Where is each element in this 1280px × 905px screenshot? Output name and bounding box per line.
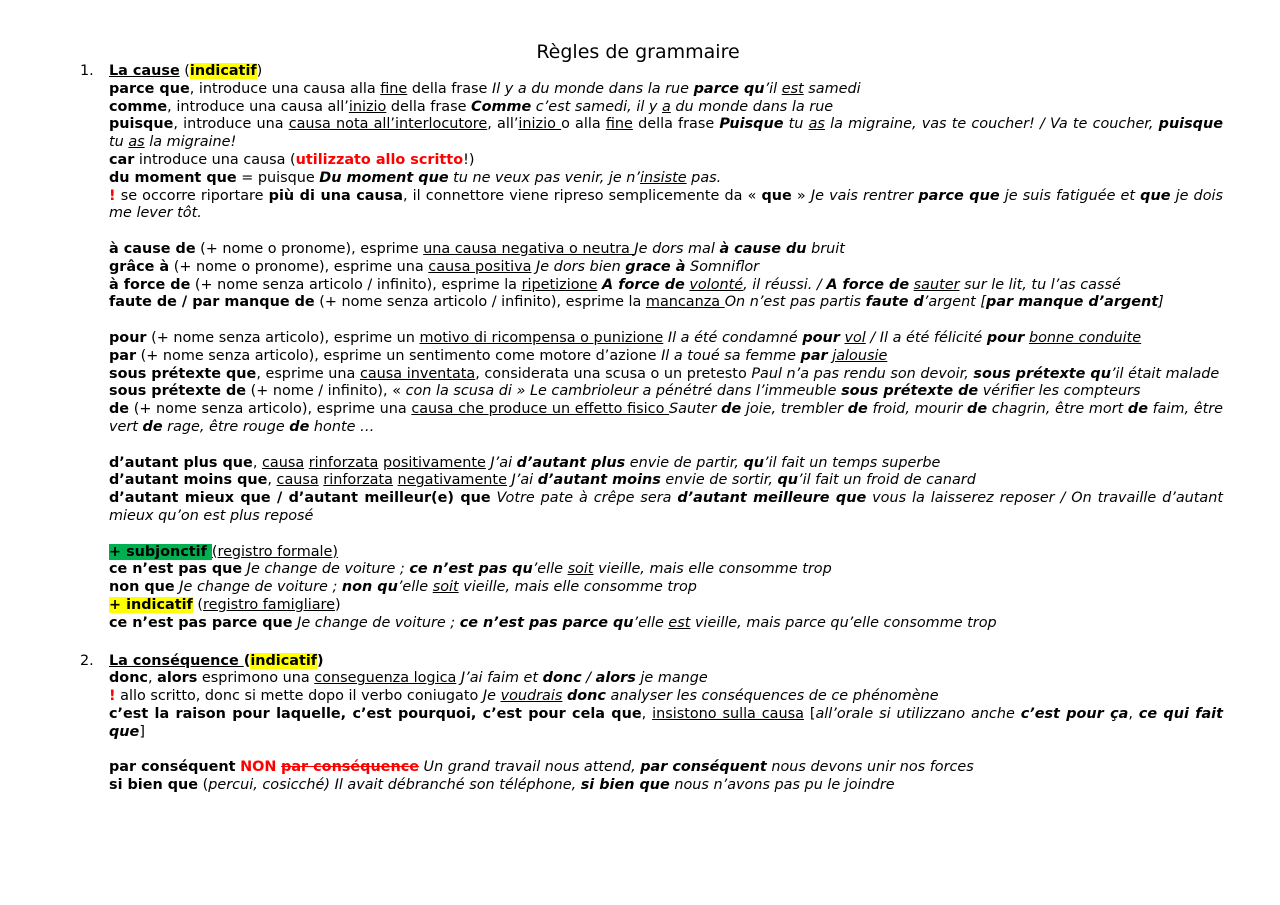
- example: si bien que: [580, 777, 670, 794]
- example: Du moment que: [319, 169, 449, 186]
- example: , il réussi. /: [743, 276, 827, 293]
- example: jalousie: [832, 347, 888, 364]
- example: que: [1140, 187, 1171, 204]
- example: est: [781, 80, 804, 97]
- example: joie, trembler: [741, 401, 848, 418]
- example: vieille, mais elle consomme trop: [458, 579, 697, 596]
- example: de: [289, 418, 310, 435]
- example: de: [142, 418, 163, 435]
- example: du monde dans la rue: [670, 98, 834, 115]
- text: causa: [276, 472, 319, 489]
- text: ,: [641, 705, 653, 722]
- rule-pour: [109, 330, 1223, 348]
- example: faute d: [865, 294, 924, 311]
- text: ]: [139, 723, 145, 740]
- text: , considerata una scusa o un pretesto: [475, 365, 752, 382]
- text: ,: [1128, 705, 1139, 722]
- example: vieille, mais elle consomme trop: [593, 561, 832, 578]
- example: qu: [743, 454, 765, 471]
- text: , all’: [487, 116, 519, 133]
- example: Un grand travail nous attend,: [418, 759, 641, 776]
- text: (+ nome senza articolo), esprime una: [129, 401, 412, 418]
- text: inizio: [348, 98, 387, 115]
- text: , introduce una: [173, 116, 289, 133]
- text: causa nota all’interlocutore: [288, 116, 488, 133]
- rule-a-cause-de: [109, 241, 1223, 259]
- connector: non que: [109, 579, 175, 596]
- rule-dautant-moins-que: [109, 472, 1223, 490]
- text: causa positiva: [428, 258, 532, 275]
- example: par conséquent: [640, 759, 767, 776]
- rule-de: [109, 401, 1223, 437]
- rule-donc-alors: [109, 670, 1223, 688]
- text: ): [335, 596, 341, 613]
- section-heading-consequence: [80, 652, 1223, 671]
- connector: ce n’est pas que: [109, 561, 243, 578]
- example: ’elle: [633, 614, 669, 631]
- rule-dautant-mieux-que: [109, 490, 1223, 526]
- example: grace à: [625, 258, 686, 275]
- connector: d’autant moins que: [109, 472, 268, 489]
- example: » Le cambrioleur a pénétré dans l’immeuble: [511, 383, 842, 400]
- connector: puisque: [109, 116, 174, 133]
- rule-a-force-de: [109, 277, 1223, 295]
- example: ’il: [764, 80, 782, 97]
- rule-multiple-causes: [109, 188, 1223, 224]
- example: volonté: [689, 276, 744, 293]
- text: (+ nome senza articolo / infinito), esprime la: [314, 294, 646, 311]
- example: pour: [802, 329, 840, 346]
- example: pour: [986, 329, 1025, 346]
- example: alors: [595, 670, 636, 687]
- rule-du-moment-que: [109, 170, 1223, 188]
- text: percui, cosicché: [208, 777, 325, 794]
- text: con la scusa di: [405, 383, 512, 400]
- example: pas.: [686, 169, 722, 186]
- example: nous n’avons pas pu le joindre: [669, 777, 895, 794]
- document-body: [80, 63, 1224, 795]
- text: , introduce una causa all’: [167, 98, 349, 115]
- example: je suis fatiguée et: [999, 187, 1141, 204]
- example: Je dors bien: [531, 258, 626, 275]
- example: A force de: [826, 276, 910, 293]
- connector: par: [109, 347, 137, 364]
- example: d’autant plus: [516, 454, 626, 471]
- text: [: [803, 705, 816, 722]
- text: della frase: [386, 98, 472, 115]
- connector: d’autant mieux que / d’autant meilleur(e) que: [109, 490, 491, 507]
- connector: comme: [109, 98, 168, 115]
- rule-ce-nest-pas-parce-que: [109, 615, 1223, 633]
- example: bruit: [806, 240, 845, 257]
- example: Comme: [471, 98, 532, 115]
- example: c’est samedi, il y: [531, 98, 662, 115]
- text: all’orale si utilizzano anche: [815, 705, 1021, 722]
- example: A force de: [602, 276, 685, 293]
- example: rage, être rouge: [162, 418, 290, 435]
- example: ’argent [: [923, 294, 987, 311]
- example: Je dors mal: [634, 240, 720, 257]
- rule-ce-nest-pas-que: [109, 561, 1223, 579]
- heading-text: La conséquence: [109, 652, 244, 669]
- text: conseguenza logica: [314, 670, 457, 687]
- rule-sous-pretexte-de: [109, 383, 1223, 401]
- example: voudrais: [500, 688, 563, 705]
- text: (+ nome senza articolo), esprime un sentimento come motore d’azione: [136, 347, 662, 364]
- text: rinforzata: [308, 454, 379, 471]
- red-note: NON: [240, 759, 277, 776]
- example: J’ai: [506, 472, 538, 489]
- example: as: [128, 134, 145, 151]
- example: Je vais rentrer: [810, 187, 919, 204]
- text: causa: [261, 454, 305, 471]
- text: (+ nome / infinito), «: [246, 383, 406, 400]
- rule-sous-pretexte-que: [109, 366, 1223, 384]
- example: est: [668, 614, 691, 631]
- rule-par-consequent: [109, 759, 1223, 777]
- rule-non-que: [109, 579, 1223, 597]
- connector: pour: [109, 329, 147, 346]
- text: que: [761, 187, 792, 204]
- rule-parce-que: [109, 81, 1223, 99]
- example: soit: [567, 561, 594, 578]
- example: d’autant meilleure que: [677, 490, 867, 507]
- example: tu: [109, 134, 129, 151]
- example: samedi: [803, 80, 861, 97]
- text: più di una causa: [268, 187, 403, 204]
- list-number: 1.: [80, 63, 94, 79]
- example: puisque: [1158, 116, 1223, 133]
- text: insistono sulla causa: [652, 705, 804, 722]
- text: o alla: [561, 116, 606, 133]
- example: as: [808, 116, 825, 133]
- text: , introduce una causa alla: [189, 80, 381, 97]
- connector: donc: [109, 670, 148, 687]
- text: (registro formale): [211, 543, 339, 560]
- example: sous prétexte qu: [973, 365, 1111, 382]
- example: envie de sortir,: [660, 472, 778, 489]
- rule-dautant-plus-que: [109, 455, 1223, 473]
- example: d’autant moins: [537, 472, 661, 489]
- text: , esprime una: [256, 365, 360, 382]
- example: On n’est pas partis: [724, 294, 866, 311]
- rule-par: [109, 348, 1223, 366]
- text: c’est pour ça: [1020, 705, 1129, 722]
- example: tu ne veux pas venir, je n’: [448, 169, 640, 186]
- text: ,: [147, 670, 158, 687]
- text: causa inventata: [359, 365, 476, 382]
- example: froid, mourir: [867, 401, 968, 418]
- text: rinforzata: [323, 472, 393, 489]
- example: / Il a été félicité: [865, 329, 987, 346]
- text: introduce una causa (: [134, 151, 296, 168]
- page-title: Règles de grammaire: [536, 41, 740, 63]
- example: Sauter: [669, 401, 722, 418]
- connector: alors: [157, 670, 198, 687]
- example: Paul n’a pas rendu son devoir,: [751, 365, 974, 382]
- connector: grâce à: [109, 258, 170, 275]
- example: vieille, mais parce qu’elle consomme trop: [690, 614, 997, 631]
- text: , il connettore viene ripreso semplicemente da «: [402, 187, 762, 204]
- example: par: [800, 347, 828, 364]
- example: parce que: [918, 187, 1000, 204]
- text: (+ nome senza articolo), esprime un: [146, 329, 420, 346]
- example: ce n’est pas parce qu: [459, 614, 634, 631]
- rule-car: [109, 152, 1223, 170]
- text: !): [463, 151, 475, 168]
- example: ce n’est pas qu: [409, 561, 533, 578]
- connector: du moment que: [109, 169, 237, 186]
- example: Je change de voiture ;: [174, 579, 342, 596]
- example: sur le lit, tu l’as cassé: [959, 276, 1121, 293]
- text: della frase: [407, 80, 492, 97]
- example: la migraine!: [144, 134, 237, 151]
- highlight-indicatif: indicatif: [189, 63, 257, 79]
- text: causa che produce un effetto fisico: [411, 401, 670, 418]
- text: esprimono una: [197, 670, 315, 687]
- example: insiste: [640, 169, 687, 186]
- example: non qu: [341, 579, 398, 596]
- example: analyser les conséquences de ce phénomène: [605, 688, 939, 705]
- connector: par conséquent: [109, 759, 236, 776]
- example: vol: [844, 329, 866, 346]
- example: a: [662, 98, 671, 115]
- example: ’il fait un temps superbe: [764, 454, 941, 471]
- text: »: [791, 187, 811, 204]
- example: tu: [783, 116, 809, 133]
- example: soit: [432, 579, 459, 596]
- example: envie de partir,: [625, 454, 744, 471]
- example: qu: [777, 472, 799, 489]
- heading-text: La cause: [109, 63, 180, 79]
- connector: c’est la raison pour laquelle, c’est pourquoi, c’est pour cela que: [109, 705, 642, 722]
- connector: de: [109, 401, 130, 418]
- rule-cest-la-raison: [109, 706, 1223, 742]
- connector: d’autant plus que: [109, 454, 253, 471]
- example: chagrin, être mort: [987, 401, 1128, 418]
- example: ) Il avait débranché son téléphone,: [324, 777, 581, 794]
- connector: faute de / par manque de: [109, 294, 315, 311]
- connector: parce que: [109, 80, 190, 97]
- example: je dois me lever tôt.: [109, 187, 1223, 222]
- example: sous prétexte de: [841, 383, 979, 400]
- example: par manque d’argent: [986, 294, 1159, 311]
- rule-donc-scritto: [109, 688, 1223, 706]
- example: Je change de voiture ;: [292, 614, 460, 631]
- connector: à force de: [109, 276, 191, 293]
- text: (+ nome o pronome), esprime: [195, 240, 424, 257]
- connector: sous prétexte de: [109, 383, 247, 400]
- connector: si bien que: [109, 777, 199, 794]
- rule-si-bien-que: [109, 777, 1223, 795]
- text: motivo di ricompensa o punizione: [419, 329, 664, 346]
- text: fine: [380, 80, 408, 97]
- text: (: [179, 63, 190, 79]
- example: bonne conduite: [1028, 329, 1142, 346]
- text: registro famigliare: [203, 596, 336, 613]
- example: ’il était malade: [1110, 365, 1220, 382]
- example: de: [1127, 401, 1148, 418]
- example: donc: [566, 688, 606, 705]
- example: de: [967, 401, 988, 418]
- text: negativamente: [397, 472, 507, 489]
- warning-mark: !: [109, 688, 116, 705]
- connector: sous prétexte que: [109, 365, 257, 382]
- connector: car: [109, 151, 135, 168]
- example: parce qu: [693, 80, 765, 97]
- highlight-indicatif: indicatif: [250, 652, 318, 669]
- subjonctif-heading: [109, 544, 1223, 562]
- example: faim, être vert: [109, 401, 1224, 435]
- connector: ce n’est pas parce que: [109, 614, 293, 631]
- text: fine: [605, 116, 633, 133]
- rule-faute-de: [109, 294, 1223, 312]
- text: della frase: [632, 116, 720, 133]
- section-heading-cause: [80, 63, 1223, 81]
- example: vous la laisserez reposer / On travaille d’autant mieux qu’on est plus reposé: [109, 490, 1223, 524]
- example: donc: [542, 670, 582, 687]
- highlight-subjonctif: + subjonctif: [109, 543, 212, 560]
- example: la migraine, vas te coucher! / Va te coucher,: [824, 116, 1159, 133]
- example: Votre pate à crêpe sera: [490, 490, 678, 507]
- example: vérifier les compteurs: [978, 383, 1141, 400]
- text: (: [198, 777, 209, 794]
- example: ’elle: [532, 561, 568, 578]
- example: Il a toué sa femme: [661, 347, 801, 364]
- text: (+ nome senza articolo / infinito), esprime la: [190, 276, 522, 293]
- example: sauter: [913, 276, 960, 293]
- text: (: [243, 652, 251, 669]
- example: de: [847, 401, 868, 418]
- rule-grace-a: [109, 259, 1223, 277]
- example: J’ai: [485, 454, 517, 471]
- example: Somniflor: [685, 258, 760, 275]
- text: = puisque: [236, 169, 320, 186]
- example: je mange: [635, 670, 708, 687]
- example: Il y a du monde dans la rue: [491, 80, 694, 97]
- example: Puisque: [719, 116, 784, 133]
- red-note: utilizzato allo scritto: [295, 151, 464, 168]
- example: J’ai faim et: [456, 670, 543, 687]
- text: ): [256, 63, 263, 79]
- text: ): [317, 652, 324, 669]
- example: ’elle: [397, 579, 433, 596]
- indicatif-heading: [109, 597, 1223, 615]
- example: à cause du: [719, 240, 807, 257]
- text: mancanza: [645, 294, 725, 311]
- warning-mark: !: [109, 187, 116, 204]
- example: /: [581, 670, 596, 687]
- example: Je change de voiture ;: [242, 561, 410, 578]
- text: ,: [267, 472, 277, 489]
- rule-comme: [109, 99, 1223, 117]
- text: ce qui fait que: [109, 705, 1223, 740]
- example: de: [721, 401, 742, 418]
- list-number: 2.: [80, 652, 94, 669]
- highlight-indicatif: + indicatif: [109, 596, 193, 613]
- text: positivamente: [382, 454, 486, 471]
- text: inizio: [518, 116, 562, 133]
- example: honte …: [309, 418, 375, 435]
- example: ]: [1158, 294, 1164, 311]
- text: (+ nome o pronome), esprime una: [169, 258, 429, 275]
- text: allo scritto, donc si mette dopo il verbo coniugato: [115, 688, 483, 705]
- text: se occorre riportare: [115, 187, 269, 204]
- wrong-form: par conséquence: [281, 759, 419, 776]
- example: nous devons unir nos forces: [766, 759, 974, 776]
- text: ,: [252, 454, 262, 471]
- text: (: [192, 596, 203, 613]
- rule-puisque: [109, 116, 1223, 152]
- text: una causa negativa o neutra: [423, 240, 635, 257]
- connector: à cause de: [109, 240, 196, 257]
- text: ripetizione: [521, 276, 598, 293]
- example: Il a été condamné: [663, 329, 803, 346]
- example: Je: [482, 688, 501, 705]
- example: ’il fait un froid de canard: [798, 472, 976, 489]
